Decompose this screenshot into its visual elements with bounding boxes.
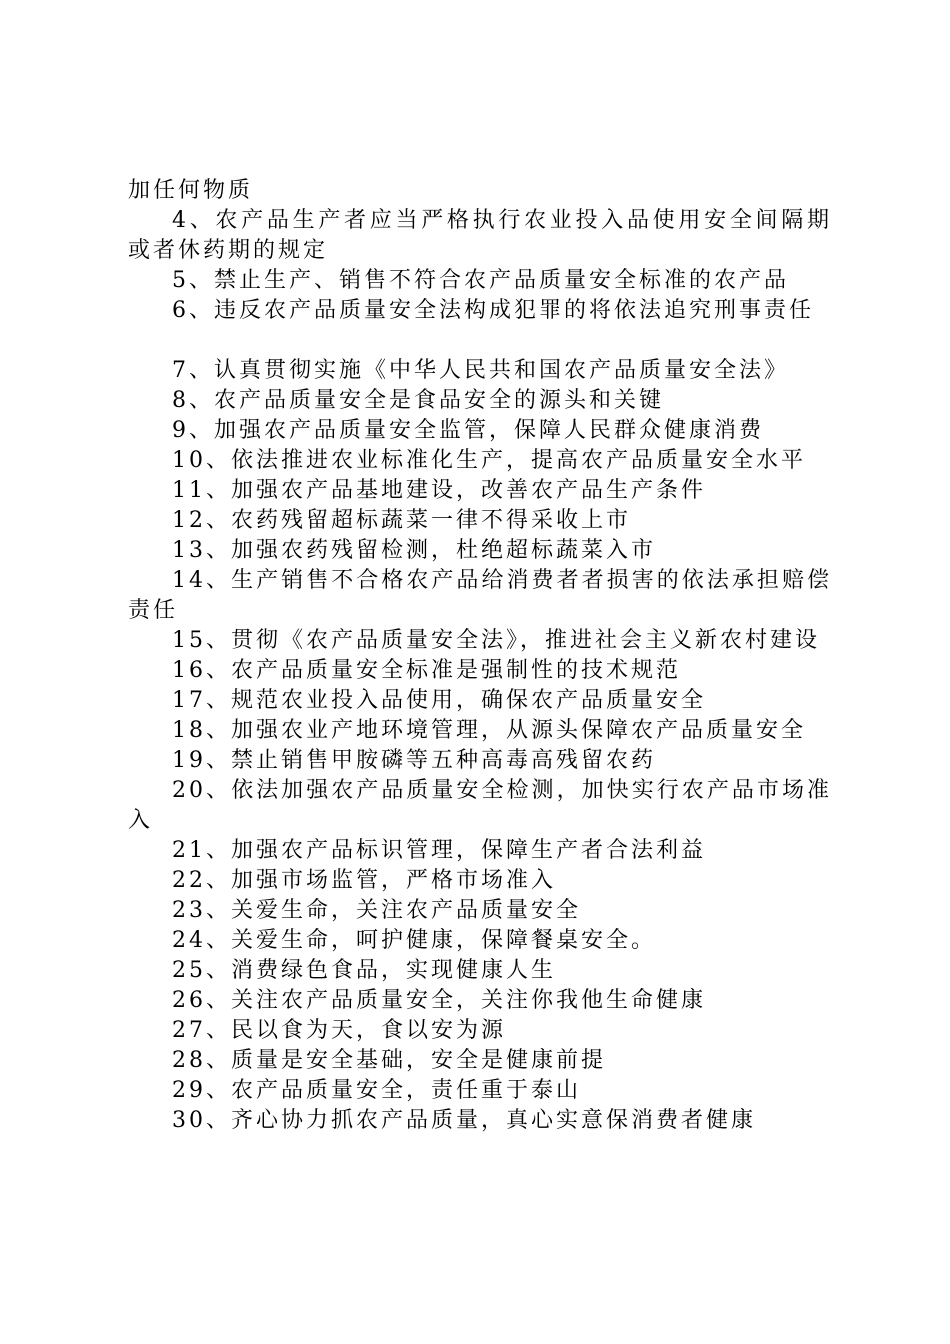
document-paragraph: 18、加强农业产地环境管理，从源头保障农产品质量安全: [172, 718, 806, 743]
document-paragraph: 25、消费绿色食品，实现健康人生: [172, 958, 556, 983]
document-paragraph: 30、齐心协力抓农产品质量，真心实意保消费者健康: [172, 1108, 756, 1133]
document-paragraph: 9、加强农产品质量安全监管，保障人民群众健康消费: [172, 418, 764, 443]
document-paragraph: 20、依法加强农产品质量安全检测，加快实行农产品市场准入: [128, 778, 832, 833]
document-paragraph: 22、加强市场监管，严格市场准入: [172, 868, 556, 893]
document-paragraph: 21、加强农产品标识管理，保障生产者合法利益: [172, 838, 706, 863]
document-paragraph: 6、违反农产品质量安全法构成犯罪的将依法追究刑事责任: [172, 298, 814, 323]
blank-line: [128, 326, 832, 356]
document-paragraph: 19、禁止销售甲胺磷等五种高毒高残留农药: [172, 748, 656, 773]
document-paragraph: 13、加强农药残留检测，杜绝超标蔬菜入市: [172, 538, 656, 563]
document-paragraph: 14、生产销售不合格农产品给消费者者损害的依法承担赔偿责任: [128, 568, 832, 623]
document-paragraph: 加任何物质: [128, 178, 254, 203]
document-paragraph: 23、关爱生命，关注农产品质量安全: [172, 898, 581, 923]
document-paragraph: 15、贯彻《农产品质量安全法》，推进社会主义新农村建设: [172, 628, 820, 653]
document-paragraph: 11、加强农产品基地建设，改善农产品生产条件: [172, 478, 706, 503]
document-paragraph: 27、民以食为天，食以安为源: [172, 1018, 506, 1043]
document-page: [128, 176, 832, 1136]
document-paragraph: 4、农产品生产者应当严格执行农业投入品使用安全间隔期或者休药期的规定: [128, 208, 832, 263]
document-paragraph: 7、认真贯彻实施《中华人民共和国农产品质量安全法》: [172, 358, 789, 383]
document-paragraph: 8、农产品质量安全是食品安全的源头和关键: [172, 388, 664, 413]
document-paragraph: 12、农药残留超标蔬菜一律不得采收上市: [172, 508, 631, 533]
document-paragraph: 26、关注农产品质量安全，关注你我他生命健康: [172, 988, 706, 1013]
document-paragraph: 24、关爱生命，呵护健康，保障餐桌安全。: [172, 928, 656, 953]
document-paragraph: 29、农产品质量安全，责任重于泰山: [172, 1078, 581, 1103]
document-paragraph: 10、依法推进农业标准化生产，提高农产品质量安全水平: [172, 448, 806, 473]
document-paragraph: 16、农产品质量安全标准是强制性的技术规范: [172, 658, 681, 683]
document-paragraph: 17、规范农业投入品使用，确保农产品质量安全: [172, 688, 706, 713]
document-paragraph: 5、禁止生产、销售不符合农产品质量安全标准的农产品: [172, 268, 789, 293]
document-paragraph: 28、质量是安全基础，安全是健康前提: [172, 1048, 606, 1073]
